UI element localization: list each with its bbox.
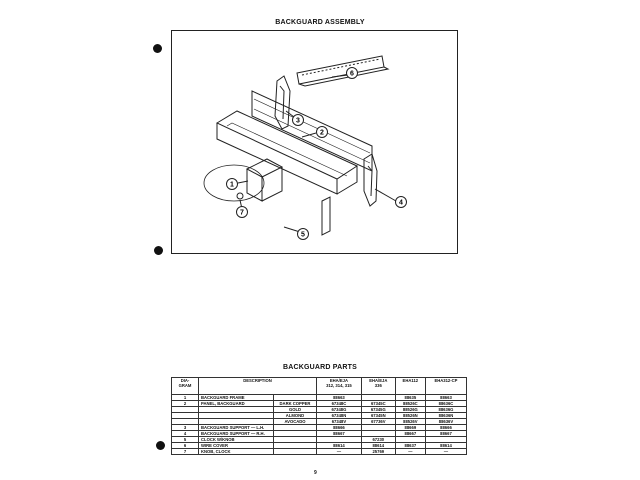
cell-part-number: 67348N (317, 413, 362, 419)
cell-description: BACKGUARD SUPPORT — R.H. (199, 431, 274, 437)
cell-part-number: 88526G (395, 407, 425, 413)
header-model: EHA/EJA 312, 314, 315 (317, 378, 362, 395)
parts-header-row (172, 378, 467, 395)
cell-part-number: 88637 (395, 443, 425, 449)
svg-text:5: 5 (301, 231, 305, 239)
cell-part-number: 67345N (361, 413, 395, 419)
cell-description: PANEL, BACKGUARD (199, 401, 274, 407)
cell-part-number: 88666 (317, 425, 362, 431)
cell-part-number: 88526V (395, 419, 425, 425)
assembly-title: BACKGUARD ASSEMBLY (275, 19, 365, 26)
cell-part-number: 88635 (395, 395, 425, 401)
cell-part-number: 88666 (425, 425, 466, 431)
page-number: 9 (314, 470, 317, 476)
cell-color (274, 449, 317, 455)
cell-diagram: 3 (172, 425, 199, 431)
cell-part-number: 88667 (425, 431, 466, 437)
cell-part-number: — (395, 449, 425, 455)
cell-part-number: 88526C (395, 401, 425, 407)
header-description: DESCRIPTION (199, 378, 317, 395)
cell-part-number: 88614 (361, 443, 395, 449)
cell-part-number: 67348V (317, 419, 362, 425)
cell-description: CLOCK W/KNOB (199, 437, 274, 443)
cell-part-number: 88526N (395, 413, 425, 419)
parts-table (171, 377, 467, 455)
cell-color: GOLD (274, 407, 317, 413)
svg-text:4: 4 (399, 199, 403, 207)
knob-part (237, 193, 243, 199)
cell-description: KNOB, CLOCK (199, 449, 274, 455)
binder-hole (153, 44, 162, 53)
svg-text:6: 6 (350, 70, 354, 78)
svg-text:1: 1 (230, 181, 234, 189)
support-rh-part (364, 154, 377, 206)
callout-labels (227, 68, 407, 240)
parts-body (172, 395, 467, 455)
cell-color: DARK COPPER (274, 401, 317, 407)
cell-description: BACKGUARD SUPPORT — L.H. (199, 425, 274, 431)
cell-part-number: 67348C (317, 401, 362, 407)
cell-diagram: 7 (172, 449, 199, 455)
cell-part-number: 67230 (361, 437, 395, 443)
cell-part-number: 67736V (361, 419, 395, 425)
cell-color: ALMOND (274, 413, 317, 419)
cell-part-number: 88667 (317, 431, 362, 437)
frame-part (217, 111, 357, 179)
cell-part-number: 67348G (317, 407, 362, 413)
cell-part-number: 88636C (425, 401, 466, 407)
wire-cover-part (297, 56, 388, 86)
cell-diagram: 5 (172, 437, 199, 443)
cell-part-number: — (425, 449, 466, 455)
binder-hole (156, 441, 165, 450)
cell-part-number: 67345G (361, 407, 395, 413)
callout-6 (347, 68, 358, 79)
header-diagram: DIA- GRAM (172, 378, 199, 395)
cell-part-number: 88636V (425, 419, 466, 425)
header-model: EHA/EJA 336 (361, 378, 395, 395)
cell-part-number: 88636G (425, 407, 466, 413)
callout-2 (317, 127, 328, 138)
cell-color: AVOCADO (274, 419, 317, 425)
callout-5 (298, 229, 309, 240)
cell-description: BACKGUARD FRAME (199, 395, 274, 401)
cell-part-number: 88663 (425, 395, 466, 401)
cell-diagram: 2 (172, 401, 199, 407)
cell-diagram: 4 (172, 431, 199, 437)
cell-diagram: 1 (172, 395, 199, 401)
cell-part-number: 88614 (425, 443, 466, 449)
cell-part-number: 88636N (425, 413, 466, 419)
assembly-diagram (171, 30, 458, 254)
cell-part-number: — (317, 449, 362, 455)
header-model: EHA112 (395, 378, 425, 395)
cell-part-number: 88614 (317, 443, 362, 449)
svg-text:2: 2 (320, 129, 324, 137)
cell-part-number: 88669 (395, 425, 425, 431)
callout-1 (227, 179, 238, 190)
callout-4 (396, 197, 407, 208)
svg-text:7: 7 (240, 209, 244, 217)
svg-text:3: 3 (296, 117, 300, 125)
clock-part (247, 159, 282, 177)
callout-3 (293, 115, 304, 126)
cell-part-number: 25769 (361, 449, 395, 455)
cell-part-number: 88663 (317, 395, 362, 401)
table-row (172, 449, 467, 455)
cell-part-number: 67345C (361, 401, 395, 407)
parts-title: BACKGUARD PARTS (282, 364, 358, 371)
exploded-view-drawing (172, 31, 459, 255)
cell-diagram: 6 (172, 443, 199, 449)
callout-7 (237, 207, 248, 218)
header-model: EHA312-CP (425, 378, 466, 395)
panel-part (252, 91, 372, 171)
binder-hole (154, 246, 163, 255)
cell-part-number: 88667 (395, 431, 425, 437)
cell-description: WIRE COVER (199, 443, 274, 449)
